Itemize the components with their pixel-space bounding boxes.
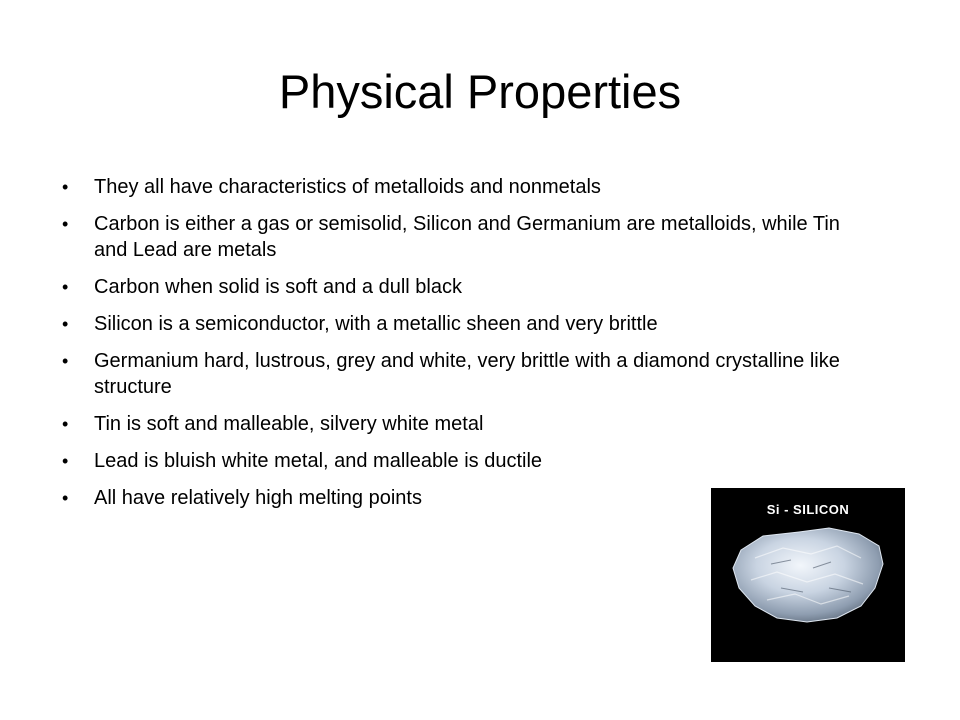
bullet-item (58, 174, 878, 200)
bullet-dot: • (62, 214, 69, 234)
bullet-text: All have relatively high melting points (94, 487, 422, 509)
bullet-item (58, 311, 878, 337)
bullet-item (58, 274, 878, 300)
silicon-label: Si - SILICON (766, 502, 850, 517)
bullet-list (58, 174, 878, 522)
bullet-dot: • (62, 451, 69, 471)
silicon-rock-shape (733, 528, 883, 622)
bullet-dot: • (62, 177, 69, 197)
bullet-text: Germanium hard, lustrous, grey and white, very brittle with a diamond crystalline like structure (94, 350, 840, 398)
bullet-text: Tin is soft and malleable, silvery white metal (94, 413, 484, 435)
bullet-item (58, 411, 878, 437)
bullet-text: Carbon is either a gas or semisolid, Silicon and Germanium are metalloids, while Tin and Lead are metals (94, 213, 840, 261)
bullet-dot: • (62, 488, 69, 508)
bullet-text: Carbon when solid is soft and a dull black (94, 276, 462, 298)
bullet-text: Silicon is a semiconductor, with a metallic sheen and very brittle (94, 313, 658, 335)
bullet-dot: • (62, 314, 69, 334)
bullet-item (58, 348, 878, 400)
bullet-text: Lead is bluish white metal, and malleable is ductile (94, 450, 543, 472)
bullet-dot: • (62, 277, 69, 297)
slide-title: Physical Properties (278, 65, 682, 118)
bullet-item (58, 211, 878, 263)
silicon-image (711, 488, 905, 662)
bullet-item (58, 448, 878, 474)
bullet-dot: • (62, 351, 69, 371)
bullet-dot: • (62, 414, 69, 434)
bullet-text: They all have characteristics of metalloids and nonmetals (94, 176, 601, 198)
